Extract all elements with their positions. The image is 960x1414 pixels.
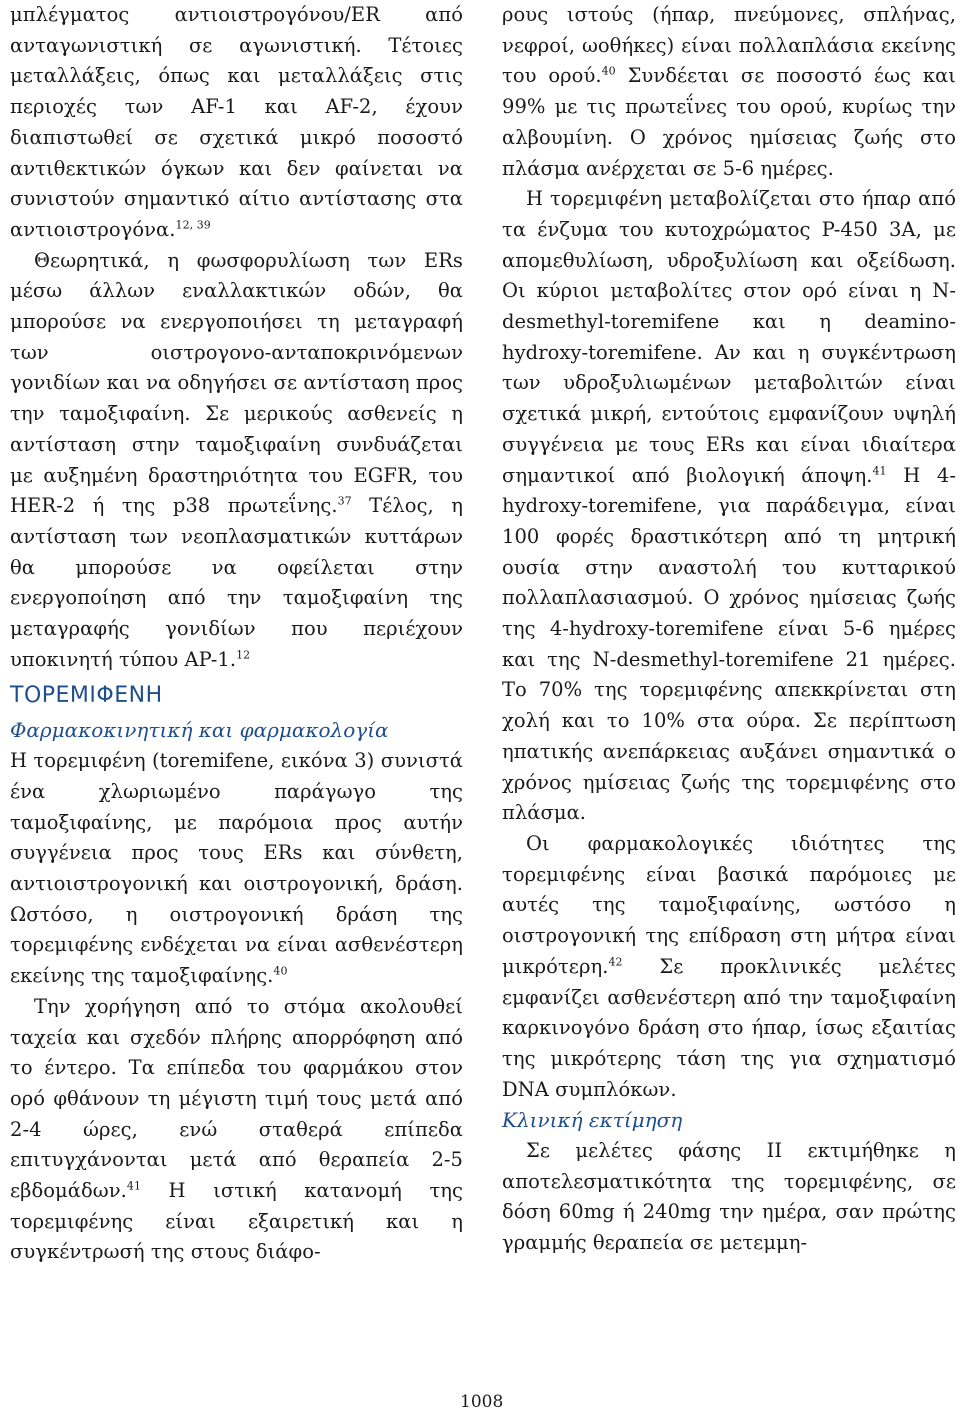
paragraph: μπλέγματος αντιοιστρογόνου/ER από ανταγωνιστική σε αγωνιστική. Τέτοιες μεταλλάξεις, όπως και μεταλλάξεις στις περιοχές των AF-1 και AF-2, έχουν διαπιστωθεί σε σχετικά μικρό ποσοστό αντιθεκτικών όγκων και δεν φαίνεται να συνιστούν σημαντικό αίτιο αντίστασης στα αντιοιστρογόνα.$^{12, 39}$ [10, 3, 463, 241]
paragraph: Οι φαρμακολογικές ιδιότητες της τορεμιφένης είναι βασικά παρόμοιες με αυτές της ταμοξιφαίνης, ωστόσο η οιστρογονική της επίδραση στη μήτρα είναι μικρότερη.$^{42}$ Σε προκλινικές μελέτες εμφανίζει ασθενέστερη από την ταμοξιφαίνη καρκινογόνο δράση στο ήπαρ, ίσως εξαιτίας της μικρότερης τάση της για σχηματισμό DNA συμπλόκων. [502, 831, 956, 1101]
right-column [502, 0, 956, 1259]
paragraph: Την χορήγηση από το στόμα ακολουθεί ταχεία και σχεδόν πλήρης απορρόφηση από το έντερο. Τα επίπεδα του φαρμάκου στον ορό φθάνουν τη μέγιστη τιμή τους μετά από 2-4 ώρες, ενώ σταθερά επίπεδα επιτυγχάνονται μετά από θεραπεία 2-5 εβδομάδων.$^{41}$ Η ιστική κατανομή της τορεμιφένης είναι εξαιρετική και η συγκέντρωσή της στους διάφο- [10, 994, 463, 1264]
citation: 12, 39 [175, 218, 211, 232]
paragraph: Η τορεμιφένη (toremifene, εικόνα 3) συνιστά ένα χλωριωμένο παράγωγο της ταμοξιφαίνης, με παρόμοια προς αυτήν συγγένεια προς τους ERs και σύνθετη, αντιοιστρογονική και οιστρογονική, δράση. Ωστόσο, η οιστρογονική δράση της τορεμιφένης ενδέχεται να είναι ασθενέστερη εκείνης της ταμοξιφαίνης.$^{40}$ [10, 749, 463, 988]
paragraph: Θεωρητικά, η φωσφορυλίωση των ERs μέσω άλλων εναλλακτικών οδών, θα μπορούσε να ενεργοποιήσει τη μεταγραφή των οιστρογονο-ανταποκρινόμενων γονιδίων και να οδηγήσει σε αντίσταση προς την ταμοξιφαίνη. Σε μερικούς ασθενείς η αντίσταση στην ταμοξιφαίνη συνδυάζεται με αυξημένη δραστηριότητα του EGFR, του HER-2 ή της p38 πρωτεΐνης.$^{37}$ Τέλος, η αντίσταση των νεοπλασματικών κυττάρων θα μπορούσε να οφείλεται στην ενεργοποίηση από την ταμοξιφαίνη της μεταγραφής γονιδίων που περιέχουν υποκινητή τύπου AP-1.12 [10, 248, 463, 671]
citation: 42 [608, 955, 623, 969]
page-number: 1008 [460, 1392, 504, 1412]
citation: 41 [126, 1179, 141, 1193]
paragraph: ρους ιστούς (ήπαρ, πνεύμονες, σπλήνας, νεφροί, ωοθήκες) είναι πολλαπλάσια εκείνης του ορού.$^{40}$ Συνδέεται σε ποσοστό έως και 99% με τις πρωτεΐνες του ορού, κυρίως την αλβουμίνη. Ο χρόνος ημίσειας ζωής στο πλάσμα ανέρχεται σε 5-6 ημέρες. [502, 3, 956, 180]
citation: 40 [601, 64, 616, 78]
paragraph: Η τορεμιφένη μεταβολίζεται στο ήπαρ από τα ένζυμα του κυτοχρώματος P-450 3A, με απομεθυλίωση, υδροξυλίωση και οξείδωση. Οι κύριοι μεταβολίτες στον ορό είναι η N-desmethyl-toremifene και η deamino-hydroxy-toremifene. Αν και η συγκέντρωση των υδροξυλιωμένων μεταβολιτών είναι σχετικά μικρή, εντούτοις εμφανίζουν υψηλή συγγένεια με τους ERs και είναι ιδιαίτερα σημαντικοί από βιολογική άποψη.$^{41}$ Η 4-hydroxy-toremifene, για παράδειγμα, είναι 100 φορές δραστικότερη από τη μητρική ουσία στην αναστολή του κυτταρικού πολλαπλασιασμού. Ο χρόνος ημίσειας ζωής της 4-hydroxy-toremifene είναι 5-6 ημέρες και της N-desmethyl-toremifene 21 ημέρες. Το 70% της τορεμιφένης απεκκρίνεται στη χολή και το 10% στα ούρα. Σε περίπτωση ηπατικής ανεπάρκειας αυξάνει σημαντικά ο χρόνος ημίσειας ζωής της τορεμιφένης στο πλάσμα. [502, 187, 956, 825]
left-column [10, 0, 463, 1268]
paragraph: Σε μελέτες φάσης ΙΙ εκτιμήθηκε η αποτελεσματικότητα της τορεμιφένης, σε δόση 60mg ή 240mg την ημέρα, σαν πρώτης γραμμής θεραπεία σε μετεμμη- [502, 1139, 956, 1255]
citation: 41 [872, 464, 887, 478]
citation: 12 [236, 648, 251, 662]
section-title: ΤΟΡΕΜΙΦΕΝΗ [10, 683, 163, 709]
subsection-title: Κλινική εκτίμηση [502, 1108, 683, 1133]
subsection-title: Φαρμακοκινητική και φαρμακολογία [10, 718, 389, 743]
citation: 40 [273, 964, 288, 978]
citation: 37 [337, 494, 352, 508]
